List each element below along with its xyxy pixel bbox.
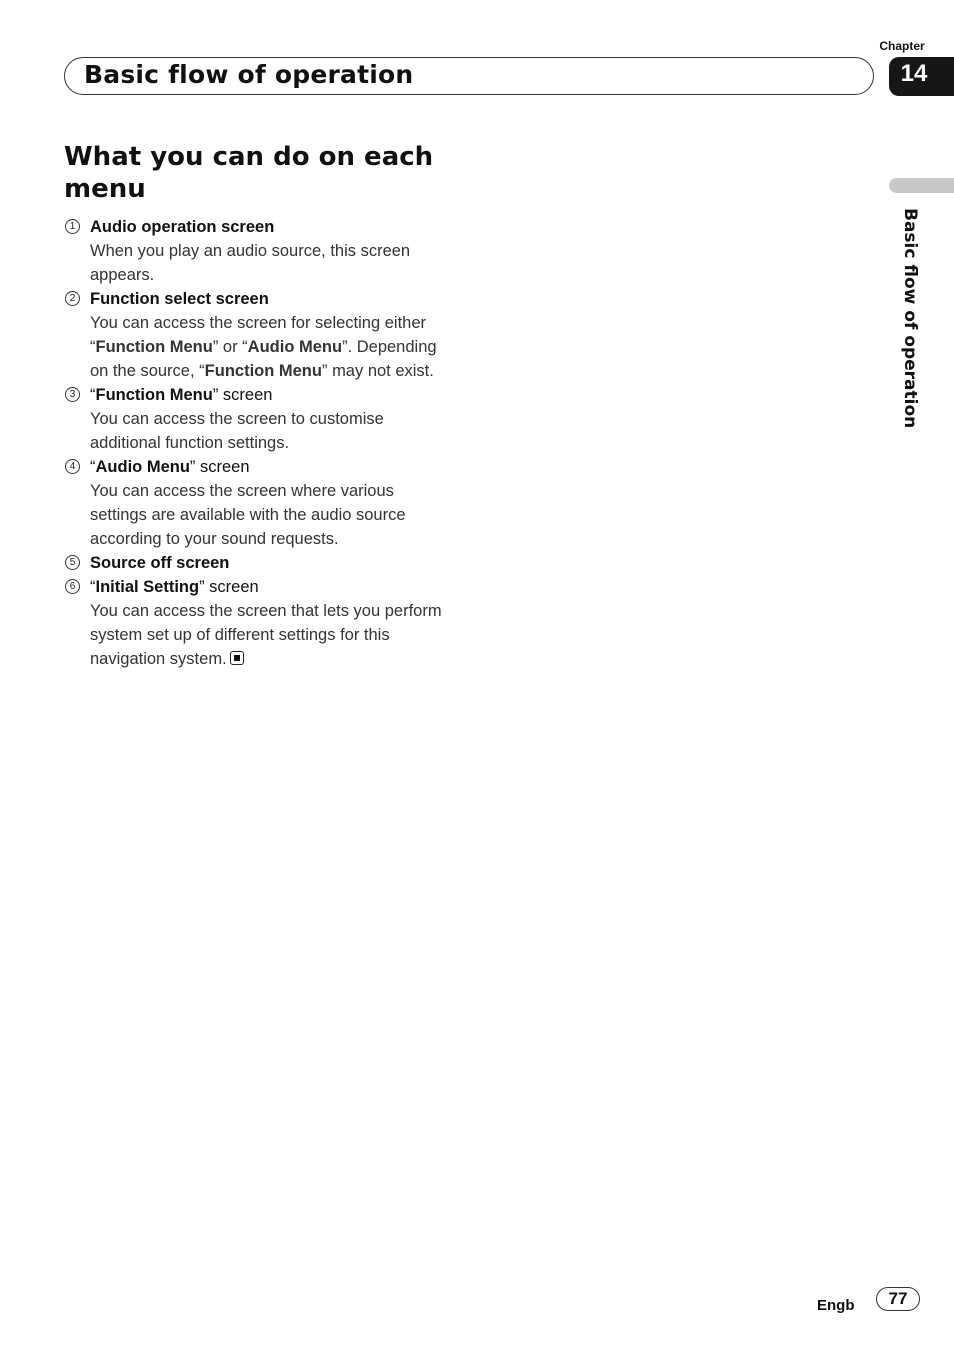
item-title [90,287,454,311]
item-number-icon: 6 [65,579,80,594]
item-number-icon: 4 [65,459,80,474]
chapter-number: 14 [900,60,928,87]
end-of-section-icon [230,651,244,665]
item-title-bold: Function Menu [95,386,213,404]
main-content [64,141,454,671]
side-tab-label: Basic flow of operation [900,208,920,429]
item-title-bold: Source off screen [90,554,230,572]
page-heading-text: What you can do on each menu [64,142,434,204]
item-title-bold: Initial Setting [95,578,200,596]
desc-text: You can access the screen for selecting either “ [90,314,427,356]
item-title [90,215,454,239]
desc-bold: Function Menu [204,362,322,380]
section-header-bar [64,57,874,95]
item-description: When you play an audio source, this screen appears. [90,242,411,284]
item-title [90,575,454,599]
desc-text: ” may not exist. [321,362,434,380]
item-title-bold: Function select screen [90,290,269,308]
desc-text: ” or “ [212,338,248,356]
item-description [90,599,454,671]
desc-text: ”. Depending on the source, “ [90,338,437,380]
item-title-suffix: ” screen [199,578,259,596]
item-title-bold: Audio Menu [95,458,190,476]
item-title-quote: “ [90,386,96,404]
item-title-suffix: ” screen [212,386,273,404]
list-item [64,551,454,575]
list-item [64,287,454,383]
item-number-icon: 3 [65,387,80,402]
item-number-icon: 1 [65,219,80,234]
item-title-quote: “ [90,578,96,596]
item-title [90,455,454,479]
item-description [90,311,454,383]
page-number: 77 [876,1287,920,1311]
item-title [90,551,454,575]
section-title: Basic flow of operation [84,60,414,89]
item-title-bold: Audio operation screen [90,218,275,236]
side-tab-marker [889,178,954,193]
item-number-icon: 2 [65,291,80,306]
list-item [64,455,454,551]
chapter-label: Chapter [879,39,925,53]
item-title-suffix: ” screen [189,458,250,476]
item-number-icon: 5 [65,555,80,570]
item-title-quote: “ [90,458,96,476]
page-heading [64,141,454,205]
desc-text: You can access the screen that lets you perform system set up of different settings for this navigation system. [90,602,442,668]
desc-bold: Audio Menu [247,338,343,356]
list-item [64,575,454,671]
item-description: You can access the screen to customise additional function settings. [90,410,384,452]
item-title [90,383,454,407]
footer-language: Engb [817,1297,855,1314]
list-item [64,215,454,287]
item-description: You can access the screen where various settings are available with the audio source according to your sound requests. [90,482,406,548]
desc-bold: Function Menu [95,338,213,356]
chapter-tab [889,57,954,96]
list-item [64,383,454,455]
